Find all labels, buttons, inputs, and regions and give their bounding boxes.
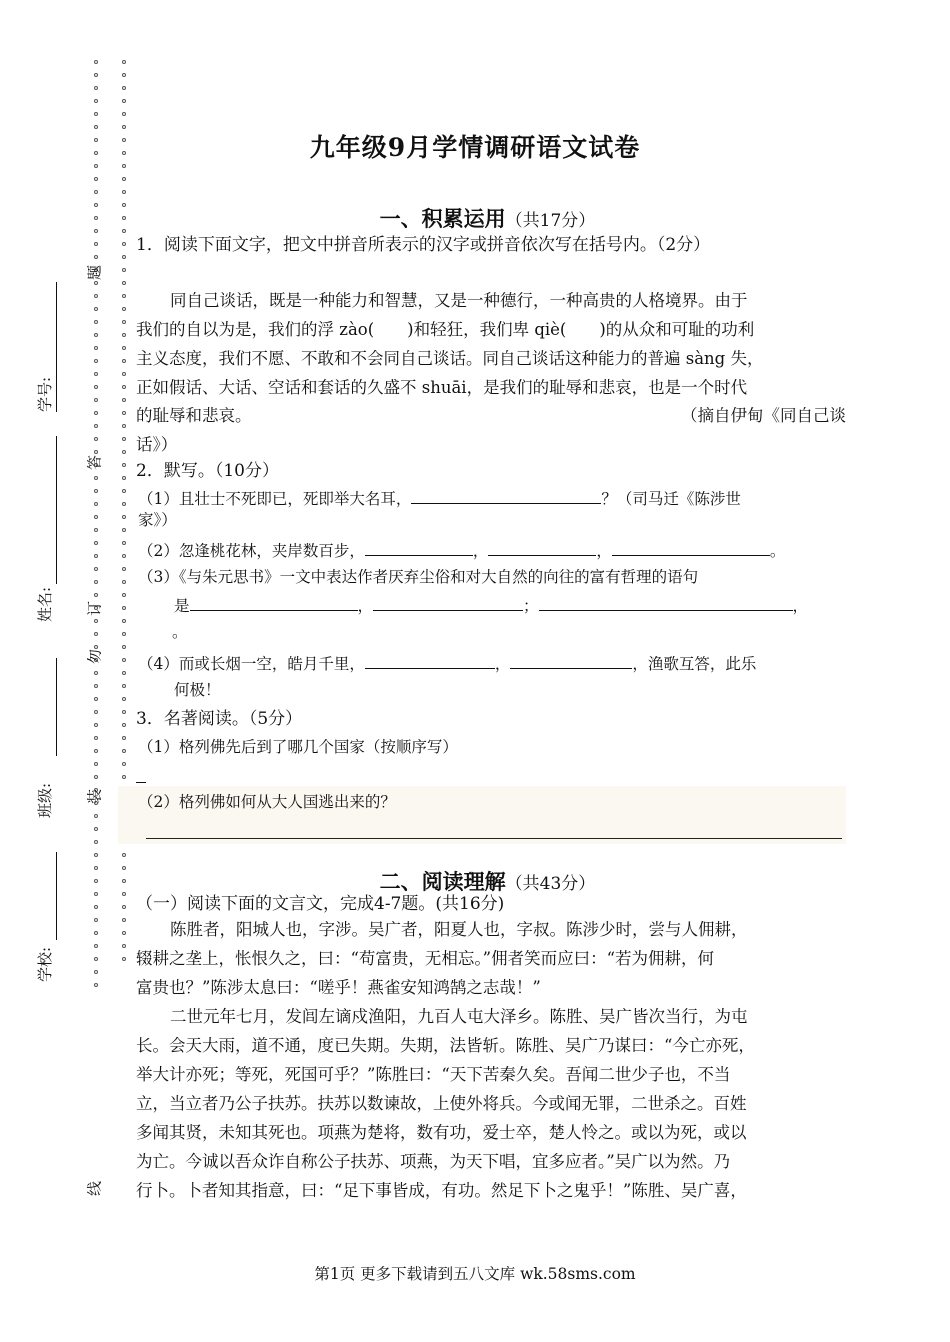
binding-dot — [122, 359, 126, 363]
classical-text-line: 辍耕之垄上，怅恨久之，曰：“苟富贵，无相忘。”佣者笑而应曰：“若为佣耕，何 — [136, 949, 715, 968]
classics-item-1: （1）格列佛先后到了哪几个国家（按顺序写） — [138, 738, 458, 756]
binding-dot — [94, 242, 98, 246]
binding-dot — [94, 931, 98, 935]
answer-blank[interactable] — [539, 592, 793, 611]
binding-dot — [122, 671, 126, 675]
question-1-prompt: 1．阅读下面文字，把文中拼音所表示的汉字或拼音依次写在括号内。（2分） — [136, 235, 711, 255]
passage-line: 我们的自以为是，我们的浮 zào( )和轻狂，我们卑 qiè( )的从众和可耻的功利 — [136, 320, 755, 339]
binding-dot — [94, 437, 98, 441]
binding-dot — [122, 242, 126, 246]
binding-dot — [122, 450, 126, 454]
binding-dot — [94, 944, 98, 948]
binding-dot — [122, 697, 126, 701]
binding-warning-char: 勿 — [85, 649, 104, 665]
binding-dot — [94, 775, 98, 779]
answer-blank[interactable] — [136, 768, 146, 783]
binding-dot — [94, 424, 98, 428]
classical-text-line: 行卜。卜者知其指意，曰：“足下事皆成，有功。然足下卜之鬼乎！”陈胜、吴广喜， — [136, 1181, 747, 1200]
binding-dot — [94, 723, 98, 727]
binding-dot — [94, 398, 98, 402]
binding-dot — [122, 619, 126, 623]
binding-dot — [122, 86, 126, 90]
binding-dot — [122, 333, 126, 337]
section-points: （共17分） — [505, 211, 596, 231]
binding-dot — [122, 853, 126, 857]
binding-line — [56, 436, 57, 584]
answer-blank[interactable] — [365, 650, 495, 669]
binding-dot — [94, 385, 98, 389]
binding-dot — [122, 190, 126, 194]
binding-dot — [122, 905, 126, 909]
binding-dot — [94, 502, 98, 506]
page-title: 九年级9月学情调研语文试卷 — [309, 133, 641, 162]
binding-dot — [94, 983, 98, 987]
binding-dot — [94, 346, 98, 350]
binding-dot — [94, 333, 98, 337]
student-id-label: 学号: — [36, 376, 54, 412]
binding-dot — [122, 593, 126, 597]
binding-dot — [122, 749, 126, 753]
binding-dot — [122, 385, 126, 389]
binding-dot — [94, 814, 98, 818]
question-3-prompt: 3．名著阅读。（5分） — [136, 709, 303, 729]
binding-dot — [94, 957, 98, 961]
passage-line: 同自己谈话，既是一种能力和智慧，又是一种德行，一种高贵的人格境界。由于 — [170, 291, 748, 310]
binding-dot — [94, 60, 98, 64]
binding-dot — [94, 567, 98, 571]
recitation-item-1: （1）且壮士不死即已，死即举大名耳， ？（司马迁《陈涉世 — [138, 485, 858, 512]
recitation-item-2: （2）忽逢桃花林，夹岸数百步， ， ， 。 — [138, 537, 858, 564]
binding-dot — [94, 554, 98, 558]
binding-warning-char: 装 — [85, 789, 104, 805]
classics-item-2: （2）格列佛如何从大人国逃出来的？ — [138, 793, 396, 811]
binding-dot — [122, 515, 126, 519]
binding-dot — [94, 99, 98, 103]
binding-dot — [122, 177, 126, 181]
binding-dot — [94, 177, 98, 181]
binding-dot — [94, 619, 98, 623]
answer-blank[interactable] — [365, 537, 473, 556]
binding-dot — [122, 957, 126, 961]
answer-blank[interactable] — [612, 537, 770, 556]
binding-dot — [122, 736, 126, 740]
binding-dot — [122, 645, 126, 649]
binding-dot — [122, 684, 126, 688]
binding-dot — [122, 411, 126, 415]
class-label: 班级: — [36, 782, 54, 818]
passage-line: 的耻辱和悲哀。 — [136, 406, 252, 425]
binding-dot — [122, 73, 126, 77]
classical-text-line: 为亡。今诚以吾众诈自称公子扶苏、项燕，为天下唱，宜多应者。”吴广以为然。乃 — [136, 1152, 731, 1171]
classical-text-line: 立，当立者乃公子扶苏。扶苏以数谏故，上使外将兵。今或闻无罪，二世杀之。百姓 — [136, 1094, 747, 1113]
binding-dot — [122, 268, 126, 272]
binding-dot — [122, 372, 126, 376]
answer-blank[interactable] — [411, 485, 601, 504]
binding-dot — [94, 827, 98, 831]
page-footer: 第1页 更多下载请到五八文库 wk.58sms.com — [314, 1265, 636, 1283]
binding-dot — [122, 99, 126, 103]
binding-line — [56, 282, 57, 412]
binding-dot — [94, 359, 98, 363]
binding-dot — [94, 307, 98, 311]
binding-dot — [122, 437, 126, 441]
binding-dot — [94, 853, 98, 857]
recitation-item-3-end: 。 — [172, 623, 188, 641]
binding-dot — [122, 281, 126, 285]
binding-dot — [94, 489, 98, 493]
binding-dot — [122, 346, 126, 350]
passage-source: （摘自伊甸《同自己谈 — [681, 406, 846, 425]
binding-dot — [122, 463, 126, 467]
binding-dot — [122, 723, 126, 727]
answer-blank[interactable] — [510, 650, 632, 669]
binding-dot — [94, 541, 98, 545]
classical-text-line: 二世元年七月，发闾左谪戍渔阳，九百人屯大泽乡。陈胜、吴广皆次当行，为屯 — [170, 1007, 748, 1026]
binding-dot — [122, 554, 126, 558]
binding-dot — [122, 710, 126, 714]
classical-text-line: 富贵也？”陈涉太息曰：“嗟乎！燕雀安知鸿鹄之志哉！” — [136, 978, 541, 997]
binding-dot — [122, 476, 126, 480]
binding-dot — [94, 736, 98, 740]
binding-warning-char: 题 — [85, 265, 104, 281]
recitation-item-4-end: 何极！ — [174, 681, 221, 699]
binding-dot — [94, 73, 98, 77]
binding-dot — [122, 944, 126, 948]
recitation-item-3: （3）《与朱元思书》一文中表达作者厌弃尘俗和对大自然的向往的富有哲理的语句 — [138, 568, 699, 586]
binding-dot — [122, 762, 126, 766]
binding-dot — [122, 606, 126, 610]
section-points: （共43分） — [505, 874, 596, 894]
binding-dot — [94, 320, 98, 324]
answer-blank[interactable] — [488, 537, 596, 556]
binding-warning-char: 答 — [85, 455, 104, 471]
binding-dot — [94, 255, 98, 259]
section-title: 二、阅读理解 — [379, 869, 506, 894]
binding-dot — [122, 567, 126, 571]
binding-dot — [94, 528, 98, 532]
binding-dot — [94, 632, 98, 636]
binding-dot — [94, 970, 98, 974]
passage-line: 正如假话、大话、空话和套话的久盛不 shuāi，是我们的耻辱和悲哀，也是一个时代 — [136, 378, 748, 397]
binding-dot — [94, 762, 98, 766]
binding-dot — [122, 502, 126, 506]
student-name-label: 姓名: — [36, 586, 54, 622]
binding-dot — [122, 918, 126, 922]
binding-dot — [94, 671, 98, 675]
answer-blank[interactable] — [373, 592, 523, 611]
classical-text-line: 多闻其贤，未知其死也。项燕为楚将，数有功，爱士卒，楚人怜之。或以为死，或以 — [136, 1123, 747, 1142]
binding-dot — [94, 476, 98, 480]
classical-text-line: 陈胜者，阳城人也，字涉。吴广者，阳夏人也，字叔。陈涉少时，尝与人佣耕， — [170, 920, 748, 939]
binding-dot — [94, 580, 98, 584]
answer-blank[interactable] — [190, 592, 358, 611]
binding-dot — [94, 918, 98, 922]
binding-dot — [122, 424, 126, 428]
binding-dot — [122, 528, 126, 532]
binding-dot — [94, 112, 98, 116]
binding-warning-char: 订 — [85, 601, 104, 617]
passage-line: 主义态度，我们不愿、不敢和不会同自己谈话。同自己谈话这种能力的普遍 sàng 失， — [136, 349, 764, 368]
binding-dot — [122, 489, 126, 493]
binding-line — [56, 658, 57, 756]
binding-dot — [94, 905, 98, 909]
binding-dot — [122, 112, 126, 116]
binding-dot — [122, 320, 126, 324]
reading-part-1-prompt: （一）阅读下面的文言文，完成4-7题。(共16分) — [136, 894, 505, 914]
binding-dot — [94, 593, 98, 597]
binding-dot — [122, 931, 126, 935]
binding-dot — [122, 60, 126, 64]
binding-dot — [122, 541, 126, 545]
binding-dot — [122, 294, 126, 298]
binding-dot — [94, 840, 98, 844]
binding-dot — [94, 749, 98, 753]
binding-dots-left — [94, 60, 100, 996]
binding-dot — [94, 372, 98, 376]
binding-dot — [122, 307, 126, 311]
binding-dot — [94, 190, 98, 194]
binding-warning-char: 线 — [85, 1181, 104, 1197]
binding-dot — [94, 515, 98, 519]
binding-dot — [122, 658, 126, 662]
recitation-item-4: （4）而或长烟一空，皓月千里， ， ，渔歌互答，此乐 — [138, 650, 858, 677]
classical-text-line: 举大计亦死；等死，死国可乎？”陈胜曰：“天下苦秦久矣。吾闻二世少子也，不当 — [136, 1065, 731, 1084]
binding-dot — [122, 580, 126, 584]
binding-dot — [94, 86, 98, 90]
binding-dot — [122, 164, 126, 168]
section-title: 一、积累运用 — [379, 206, 506, 231]
binding-dot — [122, 398, 126, 402]
recitation-item-3-cont: 是 ， ； ， — [174, 592, 858, 619]
passage-source-end: 话》） — [136, 435, 178, 454]
binding-dot — [94, 164, 98, 168]
binding-dot — [94, 684, 98, 688]
question-2-prompt: 2．默写。（10分） — [136, 461, 279, 481]
section-heading — [0, 203, 950, 233]
binding-dot — [94, 411, 98, 415]
binding-dot — [94, 710, 98, 714]
recitation-item-1-cont: 家》） — [138, 511, 177, 529]
classical-text-line: 长。会天大雨，道不通，度已失期。失期，法皆斩。陈胜、吴广乃谋曰：“今亡亦死， — [136, 1036, 755, 1055]
binding-dot — [122, 775, 126, 779]
binding-dot — [122, 255, 126, 259]
binding-dot — [122, 632, 126, 636]
binding-dot — [94, 294, 98, 298]
binding-dot — [94, 697, 98, 701]
answer-line[interactable] — [146, 838, 842, 839]
school-label: 学校: — [36, 946, 54, 982]
